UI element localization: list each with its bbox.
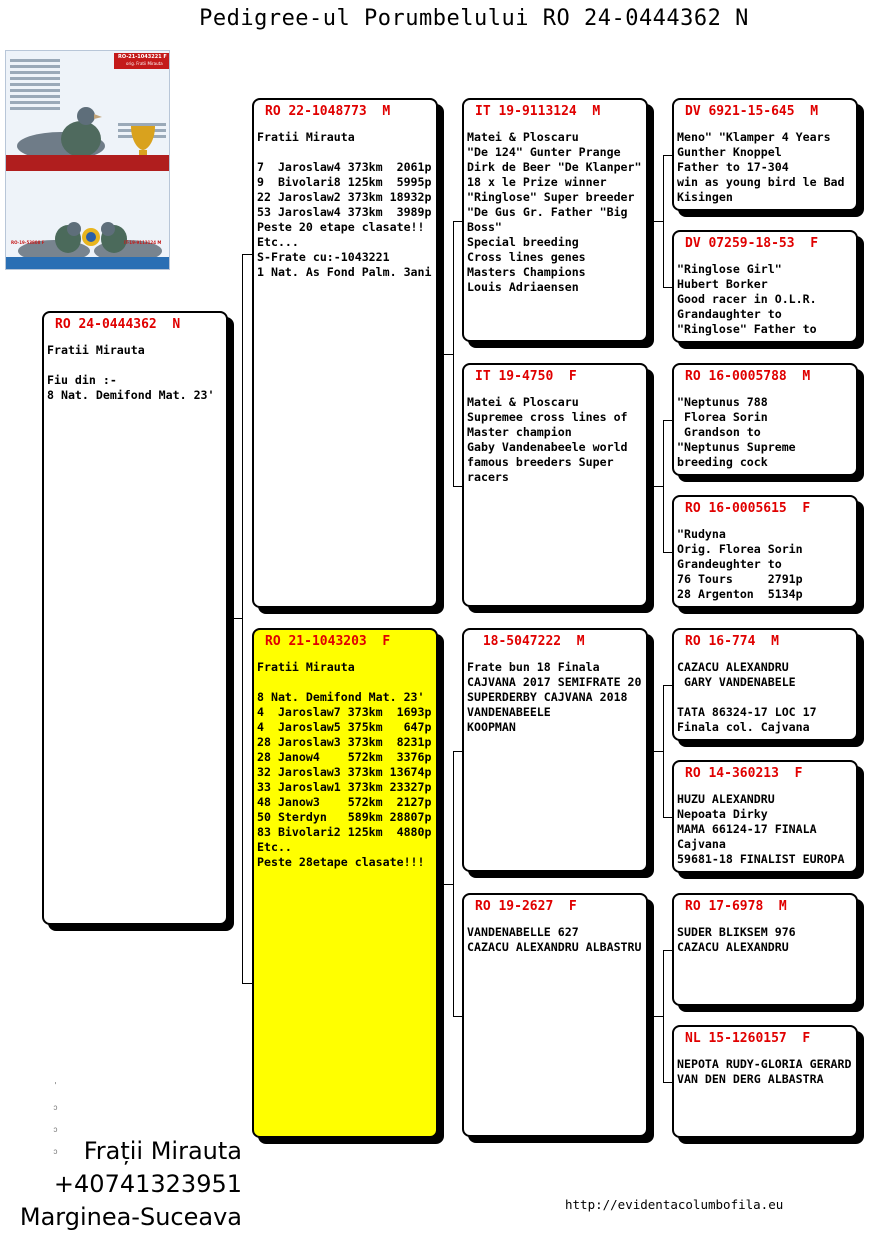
connector-line (232, 618, 243, 619)
connector-line (653, 1016, 664, 1017)
connector-line (653, 221, 664, 222)
ring-number: RO 16-774 M (685, 634, 779, 649)
card-text: NEPOTA RUDY-GLORIA GERARD VAN DEN DERG ALBASTRA (677, 1057, 852, 1086)
card-text: Matei & Ploscaru Supremee cross lines of Master champion Gaby Vandenabeele world famous breeders Super racers (467, 395, 628, 484)
pigeon-photo (5, 50, 170, 270)
card-text: "Rudyna Orig. Florea Sorin Grandeughter to 76 Tours 2791p 28 Argenton 5134p (677, 527, 803, 601)
ring-number: 18-5047222 M (475, 634, 585, 649)
ring-number: IT 19-9113124 M (475, 104, 601, 119)
pedigree-card-sire-sire (462, 98, 648, 342)
pedigree-card-ds-sire (672, 628, 858, 741)
pedigree-card-subject (42, 311, 228, 925)
pedigree-card-ds-dam (672, 760, 858, 873)
page-title: Pedigree-ul Porumbelului RO 24-0444362 N (199, 6, 749, 31)
card-text: Frate bun 18 Finala CAJVANA 2017 SEMIFRATE 20 SUPERDERBY CAJVANA 2018 VANDENABEELE KOOPMAN (467, 660, 642, 734)
card-text: VANDENABELLE 627 CAZACU ALEXANDRU ALBASTRU (467, 925, 642, 954)
card-text: CAZACU ALEXANDRU GARY VANDENABELE TATA 86324-17 LOC 17 Finala col. Cajvana (677, 660, 817, 734)
card-text: HUZU ALEXANDRU Nepoata Dirky MAMA 66124-17 FINALA Cajvana 59681-18 FINALIST EUROPA (677, 792, 845, 866)
pedigree-card-sd-dam (672, 495, 858, 608)
ring-number: RO 14-360213 F (685, 766, 803, 781)
card-text: "Neptunus 788 Florea Sorin Grandson to "Neptunus Supreme breeding cock (677, 395, 796, 469)
connector-line (653, 751, 664, 752)
ring-number: RO 21-1043203 F (265, 634, 391, 649)
ring-number: RO 16-0005788 M (685, 369, 811, 384)
pedigree-card-sd-sire (672, 363, 858, 476)
card-text: Fratii Mirauta 8 Nat. Demifond Mat. 23' 4 Jaroslaw7 373km 1693p 4 Jaroslaw5 375km 647p 28 Jaroslaw3 373km 8231p 28 Janow4 572km 3376p 32 Jaroslaw3 373km 13674p 33 Jaroslaw1 373km 23327p 48 Janow3 572km 2127p 50 Sterdyn 589km 28807p 83 Bivolari2 125km 4880p Etc.. Peste 28etape clasate!!! (257, 660, 432, 869)
photo-banner (6, 155, 170, 171)
photo-ring-left: RO-19-53808 F (11, 240, 45, 245)
breeder-location: Marginea-Suceava (19, 1203, 242, 1231)
pedigree-card-sire (252, 98, 438, 608)
pedigree-card-ss-dam (672, 230, 858, 343)
pedigree-card-dam (252, 628, 438, 1138)
pedigree-card-dam-sire (462, 628, 648, 872)
photo-ring-right: IT-19-9113124 M (124, 240, 162, 245)
photo-ring-tag: RO-21-1043221 F orig. Fratii Mirauta (114, 53, 170, 69)
connector-line (653, 486, 664, 487)
ring-number: DV 07259-18-53 F (685, 236, 819, 251)
breeder-name: Frații Mirauta (83, 1137, 242, 1165)
card-text: "Ringlose Girl" Hubert Borker Good racer in O.L.R. Grandaughter to "Ringlose" Father to (677, 262, 817, 336)
connector-line (443, 884, 454, 885)
ring-number: RO 22-1048773 M (265, 104, 391, 119)
ring-number: DV 6921-15-645 M (685, 104, 819, 119)
ring-number: RO 19-2627 F (475, 899, 577, 914)
card-text: Matei & Ploscaru "De 124" Gunter Prange Dirk de Beer "De Klanper" 18 x le Prize winner "Ringlose" Super breeder "De Gus Gr. Father "Big Boss" Special breeding Cross lines genes Masters Champions Louis Adriaensen (467, 130, 642, 294)
connector-line (242, 254, 243, 984)
pedigree-card-sire-dam (462, 363, 648, 607)
pedigree-card-dd-dam (672, 1025, 858, 1138)
pedigree-card-dam-dam (462, 893, 648, 1137)
pedigree-card-ss-sire (672, 98, 858, 211)
ring-number: RO 16-0005615 F (685, 501, 811, 516)
card-text: SUDER BLIKSEM 976 CAZACU ALEXANDRU (677, 925, 796, 954)
ring-number: IT 19-4750 F (475, 369, 577, 384)
pedigree-card-dd-sire (672, 893, 858, 1006)
breeder-phone: +40741323951 (53, 1170, 242, 1198)
ring-number: NL 15-1260157 F (685, 1031, 811, 1046)
card-text: Fratii Mirauta 7 Jaroslaw4 373km 2061p 9 Bivolari8 125km 5995p 22 Jaroslaw2 373km 18932p 53 Jaroslaw4 373km 3989p Peste 20 etape clasate!! Etc... S-Frate cu:-1043221 1 Nat. As Fond Palm. 3ani (257, 130, 432, 279)
card-text: Meno" "Klamper 4 Years Gunther Knoppel Father to 17-304 win as young bird le Bad Kisingen (677, 130, 845, 204)
card-text: Fratii Mirauta Fiu din :- 8 Nat. Demifond Mat. 23' (47, 343, 215, 402)
ring-number: RO 24-0444362 N (55, 317, 181, 332)
scan-marks: ' ↄ ↄ ↄ (53, 1081, 58, 1156)
photo-footer (6, 257, 170, 269)
connector-line (443, 354, 454, 355)
ring-number: RO 17-6978 M (685, 899, 787, 914)
website-link[interactable]: http://evidentacolumbofila.eu (565, 1197, 784, 1212)
